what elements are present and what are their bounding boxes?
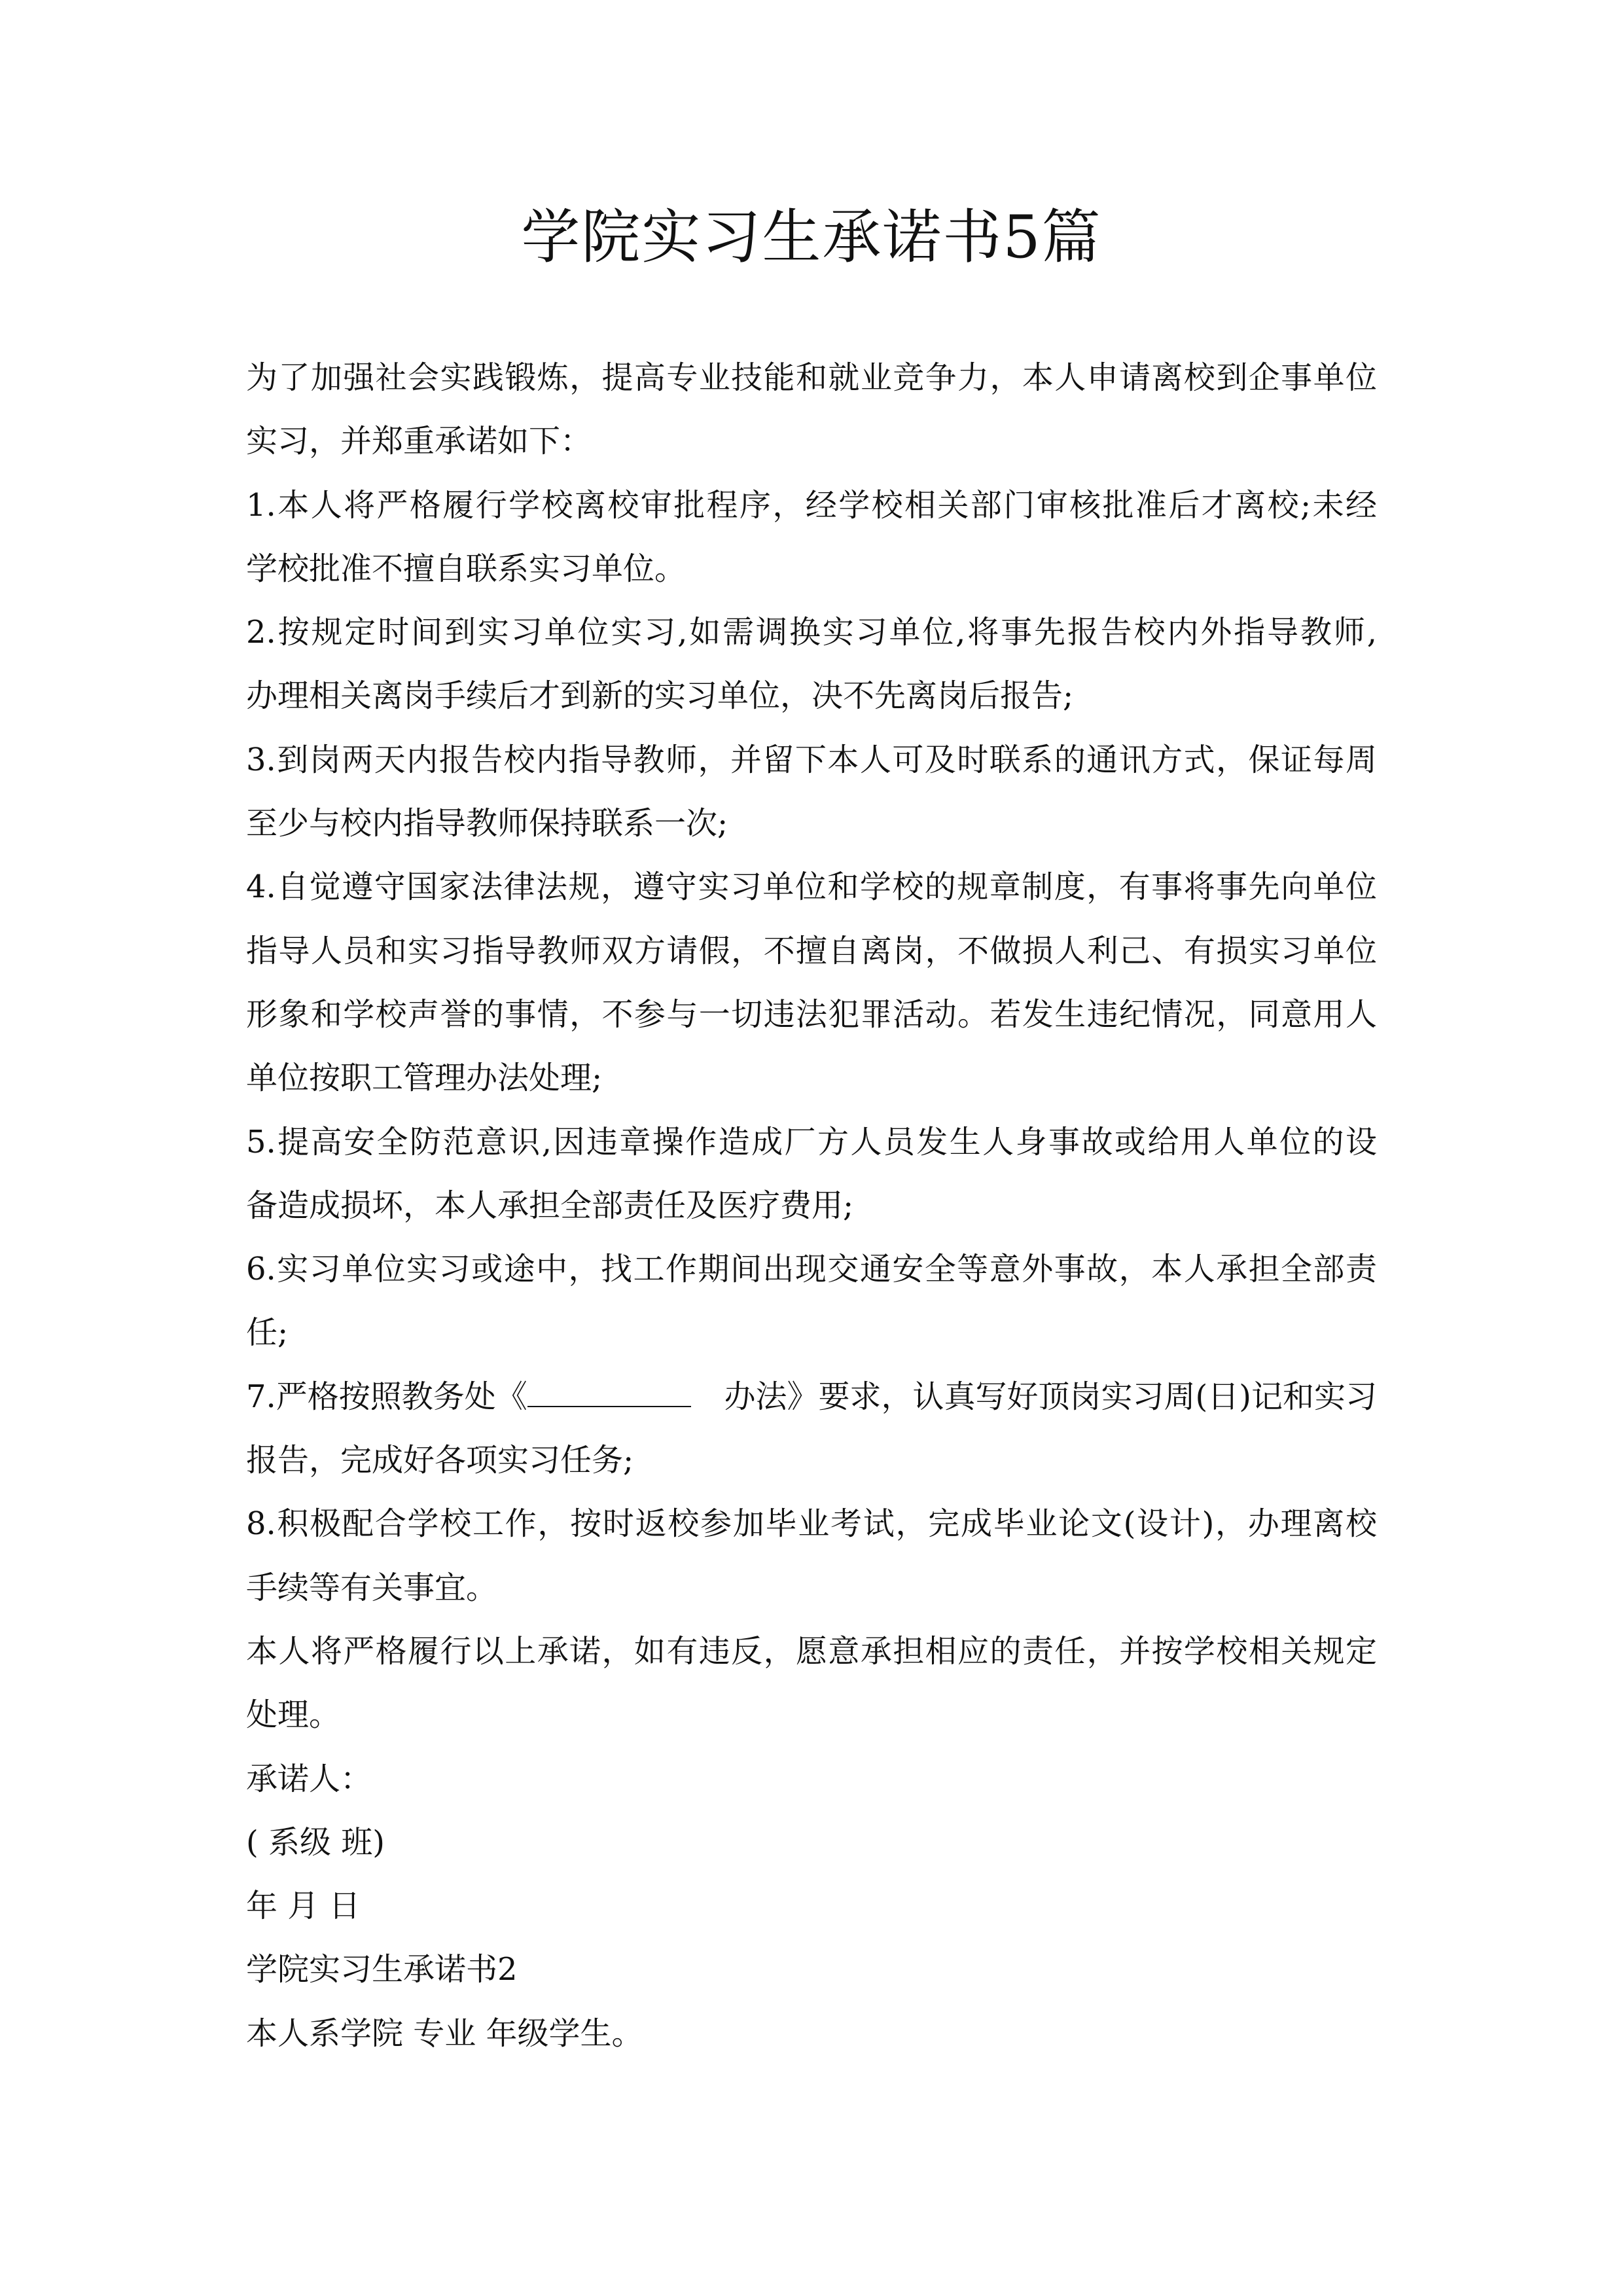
text-line: 任; xyxy=(246,1314,289,1352)
text-line: 本人系学院 专业 年级学生。 xyxy=(246,2015,643,2052)
item7-suffix: 办法》要求，认真写好顶岗实习周(日)记和实习 xyxy=(724,1378,1377,1415)
text-line: 6.实习单位实习或途中，找工作期间出现交通安全等意外事故，本人承担全部责 xyxy=(246,1251,1377,1288)
text-line: 实习，并郑重承诺如下： xyxy=(246,423,592,460)
item7-prefix: 7.严格按照教务处《 xyxy=(246,1365,691,1429)
text-line: 2.按规定时间到实习单位实习,如需调换实习单位,将事先报告校内外指导教师, xyxy=(246,614,1377,651)
text-line: 单位按职工管理办法处理; xyxy=(246,1060,603,1097)
text-line: 本人将严格履行以上承诺，如有违反，愿意承担相应的责任，并按学校相关规定 xyxy=(246,1632,1377,1670)
text-line: 手续等有关事宜。 xyxy=(246,1569,498,1606)
date-line: 年 月 日 xyxy=(246,1888,361,1925)
text-line: 8.积极配合学校工作，按时返校参加毕业考试，完成毕业论文(设计)，办理离校 xyxy=(246,1505,1377,1543)
text-line: 指导人员和实习指导教师双方请假，不擅自离岗，不做损人利己、有损实习单位 xyxy=(246,932,1377,969)
text-line: 至少与校内指导教师保持联系一次; xyxy=(246,805,728,842)
fill-in-blank xyxy=(527,1380,691,1407)
text-line: 处理。 xyxy=(246,1696,341,1734)
text-line-item7 xyxy=(246,1365,1377,1429)
signatory-label: 承诺人： xyxy=(246,1760,372,1797)
document-title: 学院实习生承诺书5篇 xyxy=(521,203,1102,272)
text-line: 备造成损坏，本人承担全部责任及医疗费用; xyxy=(246,1187,854,1224)
text-line: 4.自觉遵守国家法律法规，遵守实习单位和学校的规章制度，有事将事先向单位 xyxy=(246,869,1377,906)
text-line: 1.本人将严格履行学校离校审批程序，经学校相关部门审核批准后才离校;未经 xyxy=(246,486,1377,524)
text-line: 3.到岗两天内报告校内指导教师，并留下本人可及时联系的通讯方式，保证每周 xyxy=(246,741,1377,778)
text-line: 为了加强社会实践锻炼，提高专业技能和就业竞争力，本人申请离校到企事单位 xyxy=(246,359,1377,396)
text-line: 报告，完成好各项实习任务; xyxy=(246,1442,634,1479)
section-heading-2: 学院实习生承诺书2 xyxy=(246,1951,518,1988)
document-body xyxy=(246,346,1377,2066)
text-line: 办理相关离岗手续后才到新的实习单位，决不先离岗后报告; xyxy=(246,677,1074,715)
class-info: ( 系级 班) xyxy=(246,1823,385,1861)
text-line: 形象和学校声誉的事情，不参与一切违法犯罪活动。若发生违纪情况，同意用人 xyxy=(246,996,1377,1033)
text-line: 学校批准不擅自联系实习单位。 xyxy=(246,550,687,587)
text-line: 5.提高安全防范意识,因违章操作造成厂方人员发生人身事故或给用人单位的设 xyxy=(246,1123,1377,1160)
